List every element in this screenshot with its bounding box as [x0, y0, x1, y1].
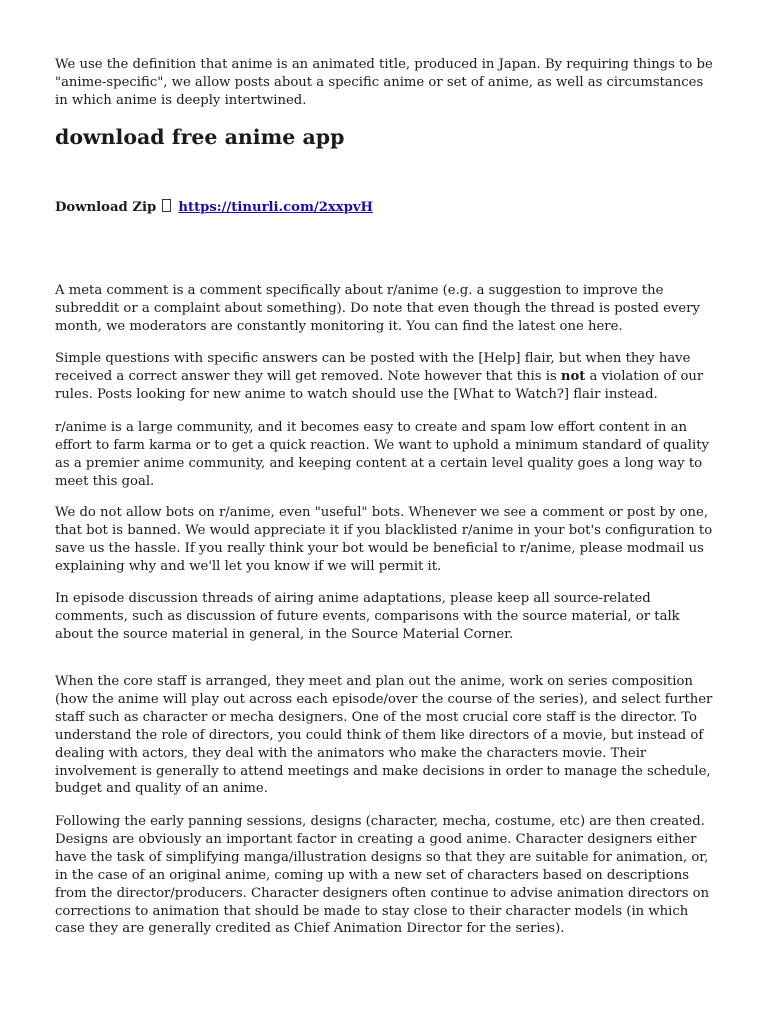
help-text-bold: not — [560, 368, 586, 384]
arrow-icon — [162, 199, 171, 212]
help-text-after: a violation of our rules. Posts looking for new anime to watch should use the [What to Watch?] flair instead. — [55, 368, 704, 402]
source-material-paragraph: In episode discussion threads of airing anime adaptations, please keep all source-related comments, such as discussion of future events, comparisons with the source material, or talk about the source material in general, in the Source Material Corner. — [55, 591, 680, 642]
download-label: Download Zip — [55, 200, 157, 215]
download-link[interactable]: https://tinurli.com/2xxpvH — [178, 200, 373, 215]
core-staff-paragraph: When the core staff is arranged, they meet and plan out the anime, work on series composition (how the anime will play out across each episode/over the course of the series), and select further staff such as character or mecha designers. One of the most crucial core staff is the director. To understand the role of directors, you could think of them like directors of a movie, but instead of dealing with actors, they deal with the animators who make the characters movie. Their involvement is generally to attend meetings and make decisions in order to manage the schedule, budget and quality of an anime. — [55, 674, 713, 797]
help-text-before: Simple questions with specific answers can be posted with the [Help] flair, but when they have received a correct answer they will get removed. Note however that this is — [55, 351, 691, 384]
bots-paragraph: We do not allow bots on r/anime, even "useful" bots. Whenever we see a comment or post by one, that bot is banned. We would appreciate it if you blacklisted r/anime in your bot's configuration to save us the hassle. If you really think your bot would be beneficial to r/anime, please modmail us explaining why and we'll let you know if we will permit it. — [55, 505, 713, 574]
meta-comment-paragraph: A meta comment is a comment specifically about r/anime (e.g. a suggestion to improve the subreddit or a complaint about something). Do note that even though the thread is posted every month, we moderators are constantly monitoring it. You can find the latest one here. — [55, 283, 700, 334]
intro-paragraph: We use the definition that anime is an animated title, produced in Japan. By requiring things to be "anime-specific", we allow posts about a specific anime or set of anime, as well as circumstances in which anime is deeply intertwined. — [55, 57, 713, 108]
download-line — [55, 199, 373, 217]
page-title: download free anime app — [55, 125, 345, 149]
designs-paragraph: Following the early panning sessions, designs (character, mecha, costume, etc) are then created. Designs are obviously an important factor in creating a good anime. Character designers either have the task of simplifying manga/illustration designs so that they are suitable for animation, or, in the case of an original anime, coming up with a new set of characters based on descriptions from the director/producers. Character designers often continue to advise animation directors on corrections to animation that should be made to stay close to their character models (in which case they are generally credited as Chief Animation Director for the series). — [55, 814, 710, 937]
quality-paragraph: r/anime is a large community, and it becomes easy to create and spam low effort content in an effort to farm karma or to get a quick reaction. We want to uphold a minimum standard of quality as a premier anime community, and keeping content at a certain level quality goes a long way to meet this goal. — [55, 420, 709, 489]
help-flair-paragraph — [55, 350, 720, 404]
